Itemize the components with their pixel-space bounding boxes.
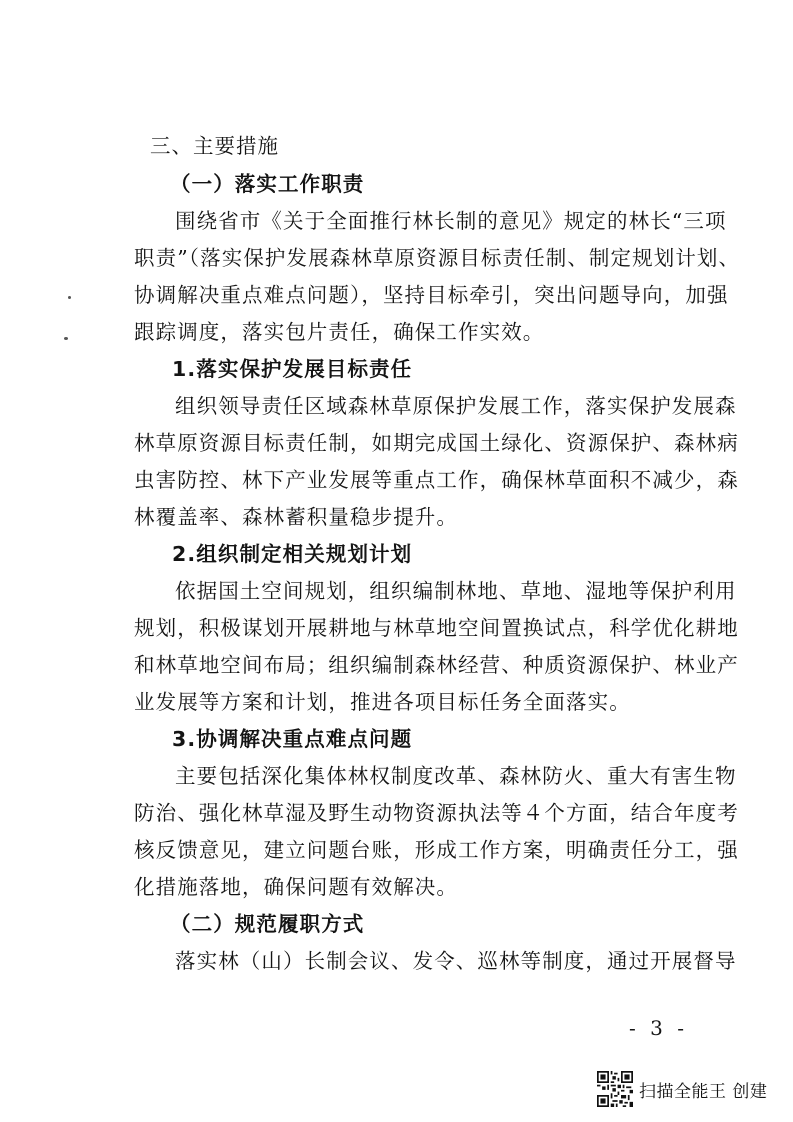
paragraph-line: 落实林（山）长制会议、发令、巡林等制度，通过开展督导: [175, 949, 737, 973]
page-number: - 3 -: [629, 1016, 688, 1040]
paragraph-line: 核反馈意见，建立问题台账，形成工作方案，明确责任分工，强: [134, 838, 739, 862]
paragraph-line: 规划，积极谋划开展耕地与林草地空间置换试点，科学优化耕地: [134, 616, 739, 640]
item-heading: 1.落实保护发展目标责任: [172, 357, 413, 381]
scan-speck: [64, 337, 68, 340]
paragraph-line: 依据国土空间规划，组织编制林地、草地、湿地等保护利用: [175, 579, 737, 603]
item-heading: 2.组织制定相关规划计划: [172, 542, 413, 566]
watermark-text: 扫描全能王 创建: [639, 1081, 768, 1102]
paragraph-line: 职责”（落实保护发展森林草原资源目标责任制、制定规划计划、: [134, 246, 741, 270]
section-heading: 三、主要措施: [150, 134, 279, 158]
scan-speck: [68, 296, 71, 299]
paragraph-line: 主要包括深化集体林权制度改革、森林防火、重大有害生物: [175, 764, 737, 788]
paragraph-line: 围绕省市《关于全面推行林长制的意见》规定的林长“三项: [175, 209, 727, 233]
paragraph-line: 业发展等方案和计划，推进各项目标任务全面落实。: [134, 690, 631, 714]
paragraph-line: 跟踪调度，落实包片责任，确保工作实效。: [134, 320, 545, 344]
paragraph-line: 防治、强化林草湿及野生动物资源执法等４个方面，结合年度考: [134, 801, 739, 825]
paragraph-line: 林草原资源目标责任制，如期完成国土绿化、资源保护、森林病: [134, 431, 739, 455]
paragraph-line: 协调解决重点难点问题），坚持目标牵引，突出问题导向，加强: [134, 283, 729, 307]
paragraph-line: 林覆盖率、森林蓄积量稳步提升。: [134, 505, 458, 529]
subsection-heading: （二）规范履职方式: [170, 912, 365, 936]
paragraph-line: 虫害防控、林下产业发展等重点工作，确保林草面积不减少，森: [134, 468, 739, 492]
scanner-watermark: [597, 1068, 767, 1110]
subsection-heading: （一）落实工作职责: [170, 172, 365, 196]
paragraph-line: 和林草地空间布局；组织编制森林经营、种质资源保护、林业产: [134, 653, 739, 677]
paragraph-line: 化措施落地，确保问题有效解决。: [134, 875, 458, 899]
paragraph-line: 组织领导责任区域森林草原保护发展工作，落实保护发展森: [175, 394, 737, 418]
qr-code-icon: [597, 1071, 633, 1107]
item-heading: 3.协调解决重点难点问题: [172, 727, 413, 751]
